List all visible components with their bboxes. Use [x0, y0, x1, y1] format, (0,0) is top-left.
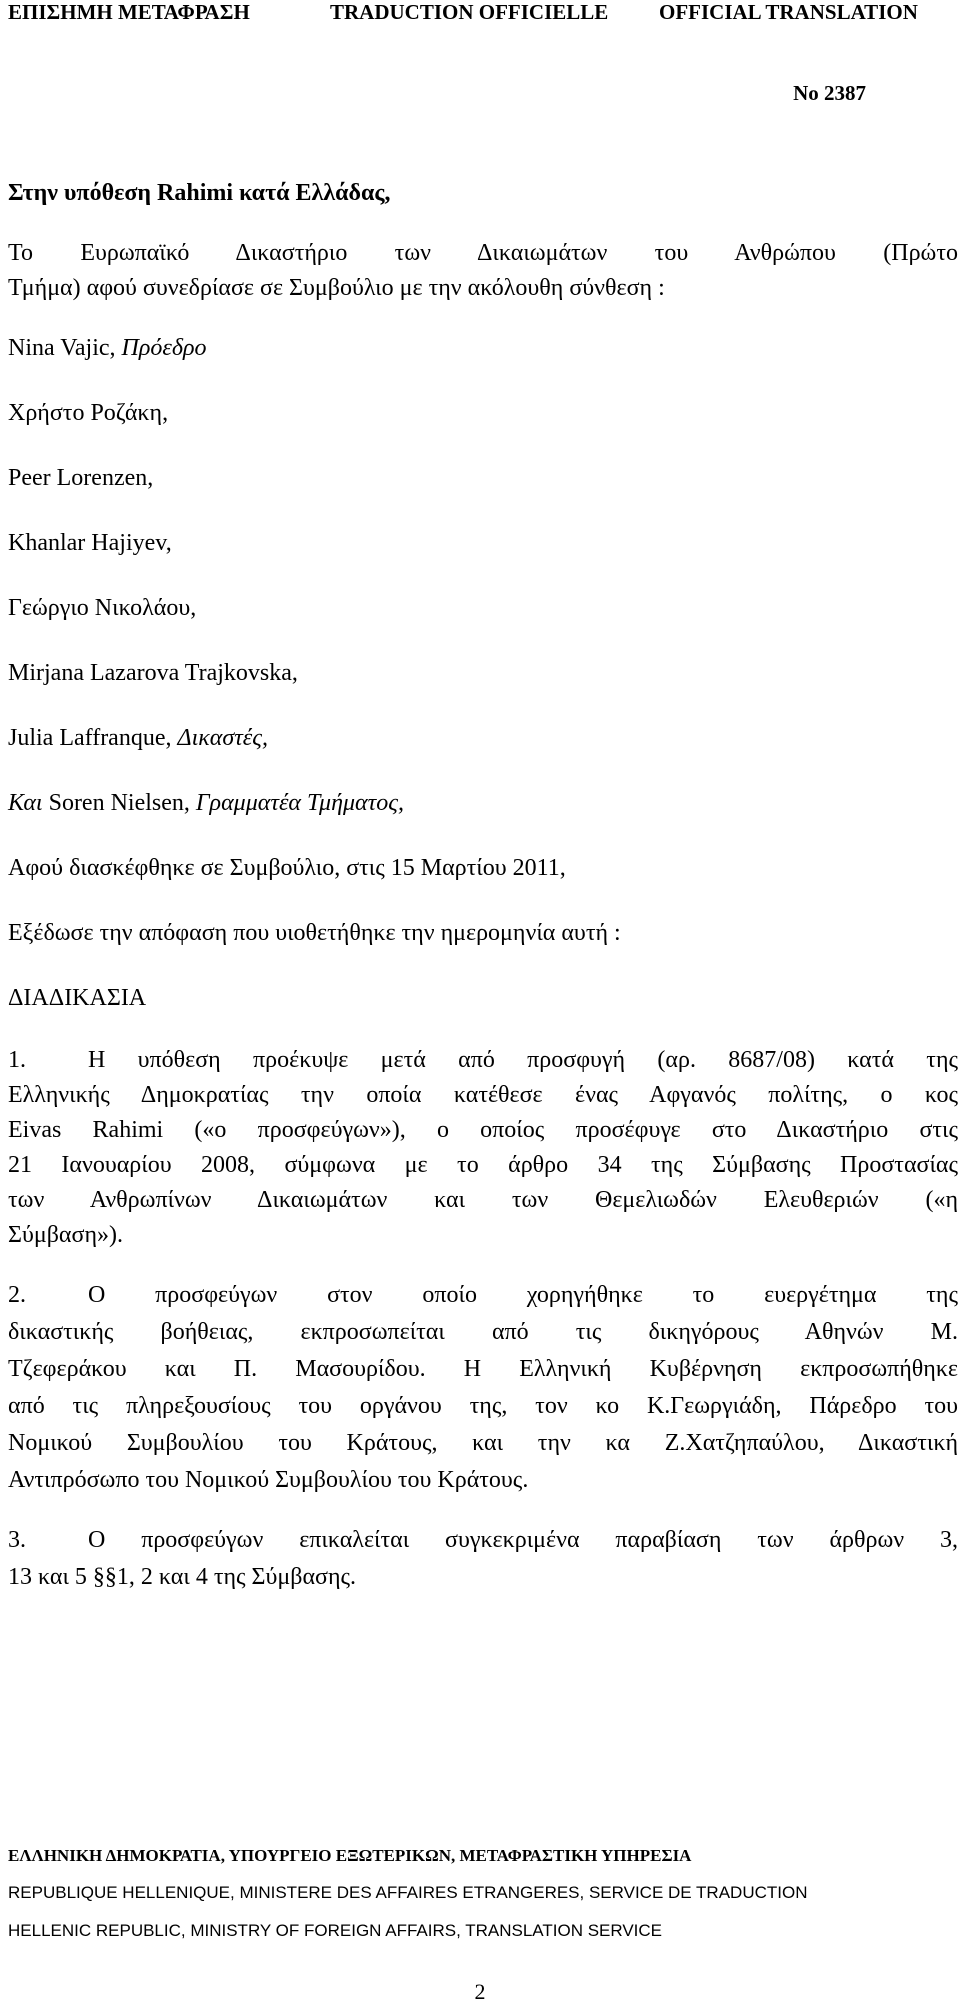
footer-english: HELLENIC REPUBLIC, MINISTRY OF FOREIGN AFFAIRS, TRANSLATION SERVICE [8, 1921, 663, 1940]
intro-line: Το Ευρωπαϊκό Δικαστήριο των Δικαιωμάτων του Ανθρώπου (Πρώτο [8, 240, 958, 266]
page-header [8, 0, 952, 24]
last-judge-name: Julia Laffranque, [8, 725, 178, 751]
judge-name: Mirjana Lazarova Trajkovska, [8, 660, 298, 686]
paragraph-number: 1. [8, 1047, 26, 1073]
page-number: 2 [474, 1979, 486, 2004]
paragraph-3-line: 3. Ο προσφεύγων επικαλείται συγκεκριμένα παραβίαση των άρθρων 3, [8, 1527, 958, 1553]
paragraph-1-line: 1. Η υπόθεση προέκυψε μετά από προσφυγή (αρ. 8687/08) κατά της [8, 1047, 958, 1073]
intro-line: Τμήμα) αφού συνεδρίασε σε Συμβούλιο με την ακόλουθη σύνθεση : [8, 275, 665, 301]
header-english: OFFICIAL TRANSLATION [659, 0, 918, 24]
judge-name: Χρήστο Ροζάκη, [8, 400, 169, 426]
composition-last-judge [8, 723, 268, 753]
composition-registrar [8, 788, 404, 818]
header-french: TRADUCTION OFFICIELLE [330, 0, 609, 24]
registrar-prefix: Και [8, 790, 43, 816]
composition-president [8, 333, 207, 363]
paragraph-number: 2. [8, 1282, 26, 1308]
footer-greek: ΕΛΛΗΝΙΚΗ ΔΗΜΟΚΡΑΤΙΑ, ΥΠΟΥΡΓΕΙΟ ΕΞΩΤΕΡΙΚΩΝ, ΜΕΤΑΦΡΑΣΤΙΚΗ ΥΠΗΡΕΣΙΑ [8, 1846, 692, 1865]
president-name: Nina Vajic, [8, 335, 122, 361]
paragraph-1-line: Σύμβαση»). [8, 1222, 123, 1248]
registrar-name: Soren Nielsen, [42, 790, 196, 816]
paragraph-1-line: Ελληνικής Δημοκρατίας την οποία κατέθεσε ένας Αφγανός πολίτης, ο κος [8, 1082, 958, 1108]
judgment-line: Εξέδωσε την απόφαση που υιοθετήθηκε την ημερομηνία αυτή : [8, 920, 621, 946]
judge-name: Γεώργιο Νικολάου, [8, 595, 197, 621]
paragraph-1-line: 21 Ιανουαρίου 2008, σύμφωνα με το άρθρο 34 της Σύμβασης Προστασίας [8, 1152, 958, 1178]
registrar-role: Γραμματέα Τμήματος, [195, 790, 404, 816]
paragraph-2-line: Νομικού Συμβουλίου του Κράτους, και την κα Ζ.Χατζηπαύλου, Δικαστική [8, 1430, 958, 1456]
paragraph-2-line: 2. Ο προσφεύγων στον οποίο χορηγήθηκε το ευεργέτημα της [8, 1282, 958, 1308]
paragraph-1-line: Eivas Rahimi («ο προσφεύγων»), ο οποίος προσέφυγε στο Δικαστήριο στις [8, 1117, 958, 1143]
paragraph-number: 3. [8, 1527, 26, 1553]
header-greek: ΕΠΙΣΗΜΗ ΜΕΤΑΦΡΑΣΗ [8, 0, 250, 24]
document-number: No 2387 [793, 81, 866, 105]
president-role: Πρόεδρο [121, 335, 207, 361]
paragraph-2-line: δικαστικής βοήθειας, εκπροσωπείται από τις δικηγόρους Αθηνών Μ. [8, 1319, 958, 1345]
footer-french: REPUBLIQUE HELLENIQUE, MINISTERE DES AFFAIRES ETRANGERES, SERVICE DE TRADUCTION [8, 1883, 808, 1902]
deliberation-line: Αφού διασκέφθηκε σε Συμβούλιο, στις 15 Μαρτίου 2011, [8, 855, 566, 881]
paragraph-2-line: Αντιπρόσωπο του Νομικού Συμβουλίου του Κράτους. [8, 1467, 529, 1493]
judge-name: Peer Lorenzen, [8, 465, 154, 491]
paragraph-3-line: 13 και 5 §§1, 2 και 4 της Σύμβασης. [8, 1564, 357, 1590]
section-heading: ΔΙΑΔΙΚΑΣΙΑ [8, 985, 147, 1011]
paragraph-1-line: των Ανθρωπίνων Δικαιωμάτων και των Θεμελιωδών Ελευθεριών («η [8, 1187, 958, 1213]
paragraph-2-line: Τζεφεράκου και Π. Μασουρίδου. Η Ελληνική Κυβέρνηση εκπροσωπήθηκε [8, 1356, 958, 1382]
judges-role: Δικαστές, [177, 725, 268, 751]
paragraph-2-line: από τις πληρεξουσίους του οργάνου της, τον κο Κ.Γεωργιάδη, Πάρεδρο του [8, 1393, 958, 1419]
case-title: Στην υπόθεση Rahimi κατά Ελλάδας, [8, 180, 391, 206]
judge-name: Khanlar Hajiyev, [8, 530, 172, 556]
